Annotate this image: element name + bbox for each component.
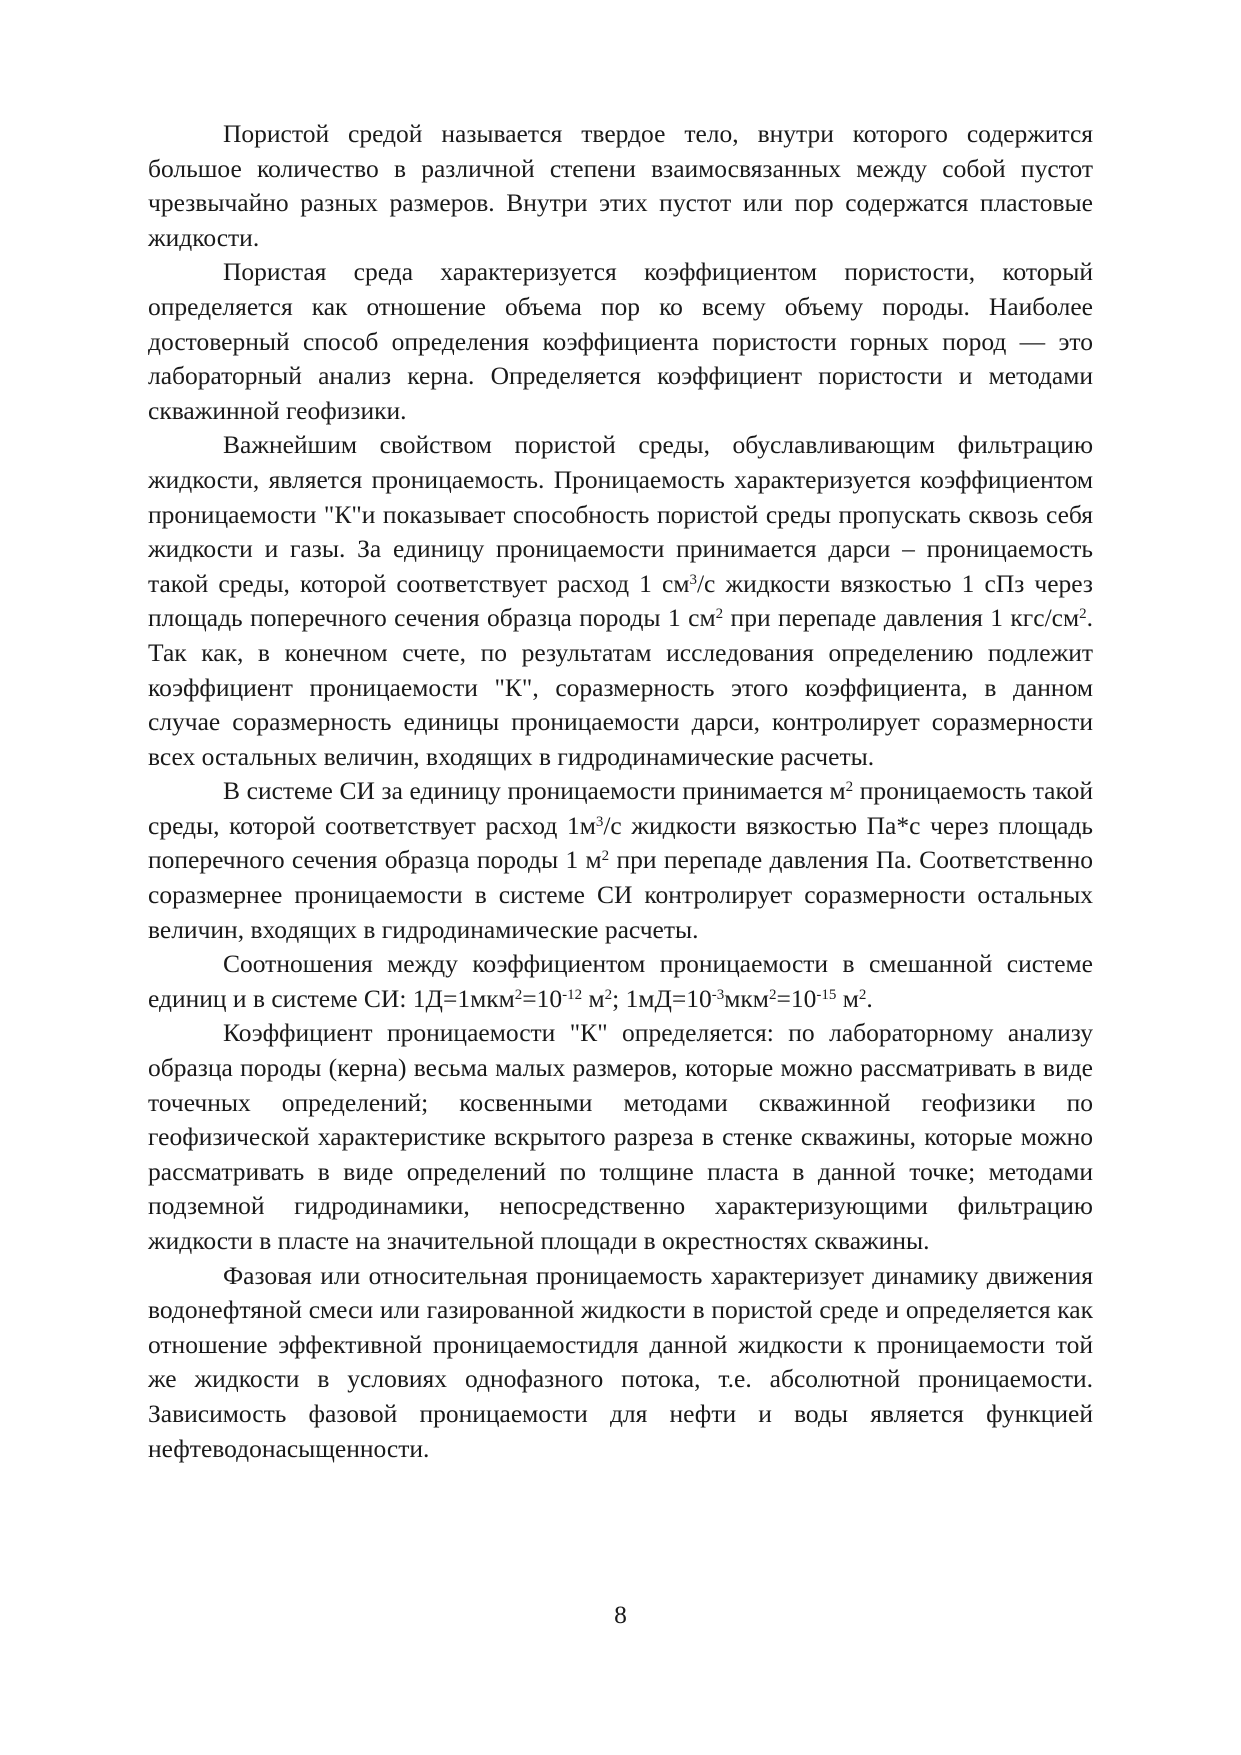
paragraph-text: Пористой средой называется твердое тело, внутри которого содержится большое количество в различной степени взаимосвязанных между собой пустот чрезвычайно разных размеров. Внутри этих пустот или пор содержатся пластовые жидкости. [148, 119, 1093, 252]
paragraph-porosity [148, 255, 1093, 428]
superscript: 2 [858, 986, 867, 1003]
superscript: 2 [768, 986, 777, 1003]
text-segment: /с жидкости вязкостью 1 сПз через площадь поперечного сечения образца породы 1 см [148, 568, 1094, 633]
text-segment: проницаемость такой среды, которой соответствует расход 1м [148, 776, 1093, 840]
superscript: 2 [845, 779, 854, 796]
text-segment: /с жидкости вязкостью Па*с через площадь поперечного сечения образца породы 1 м [148, 810, 1094, 875]
text-segment: м [582, 983, 605, 1013]
superscript: -15 [816, 986, 837, 1003]
text-segment: при перепаде давления Па. Соответственно соразмернее проницаемости в системе СИ контролирует соразмерности остальных величин, входящих в гидродинамические расчеты. [148, 845, 1093, 944]
text-segment: =10 [776, 983, 817, 1013]
paragraph-unit-relations [148, 947, 1093, 1016]
text-segment: Важнейшим свойством пористой среды, обуславливающим фильтрацию жидкости, является проницаемость. Проницаемость характеризуется коэффициентом проницаемости "К"и показывает способность пористой среды пропускать сквозь себя жидкости и газы. За единицу проницаемости принимается дарси – проницаемость такой среды, которой соответствует расход 1 см [148, 430, 1093, 598]
superscript: 2 [715, 606, 724, 623]
paragraph-relative-permeability [148, 1259, 1093, 1467]
text-segment: . Так как, в конечном счете, по результатам исследования определению подлежит коэффициент проницаемости "К", соразмерность этого коэффициента, в данном случае соразмерность единицы проницаемости дарси, контролирует соразмерности всех остальных величин, входящих в гидродинамические расчеты. [148, 603, 1093, 771]
paragraph-text: Пористая среда характеризуется коэффициентом пористости, который определяется как отношение объема пор ко всему объему породы. Наиболее достоверный способ определения коэффициента пористости горных пород — это лабораторный анализ керна. Определяется коэффициент пористости и методами скважинной геофизики. [148, 257, 1093, 425]
text-segment: =10 [522, 983, 563, 1013]
text-segment: мкм [724, 983, 769, 1013]
paragraph-permeability-determination [148, 1016, 1093, 1258]
document-page [148, 117, 1093, 1466]
paragraph-si-units [148, 774, 1093, 947]
paragraph-porous-medium [148, 117, 1093, 255]
paragraph-text: Фазовая или относительная проницаемость характеризует динамику движения водонефтяной смеси или газированной жидкости в пористой среде и определяется как отношение эффективной проницаемостидля данной жидкости к проницаемости той же жидкости в условиях однофазного потока, т.е. абсолютной проницаемости. Зависимость фазовой проницаемости для нефти и воды является функцией нефтеводонасыщенности. [148, 1260, 1093, 1463]
superscript: 2 [601, 848, 610, 865]
superscript: 2 [514, 986, 523, 1003]
text-segment: Соотношения между коэффициентом проницаемости в смешанной системе единиц и в системе СИ: 1Д=1мкм [148, 949, 1093, 1013]
text-segment: . [866, 983, 873, 1013]
superscript: 2 [604, 986, 613, 1003]
superscript: 3 [689, 571, 697, 588]
text-segment: ; 1мД=10 [612, 983, 712, 1013]
superscript: 3 [595, 813, 604, 830]
paragraph-permeability-darcy [148, 428, 1093, 774]
superscript: -3 [711, 986, 725, 1003]
text-segment: при перепаде давления 1 кгс/см [723, 603, 1080, 633]
superscript: -12 [562, 986, 583, 1003]
text-segment: В системе СИ за единицу проницаемости принимается м [223, 776, 846, 806]
paragraph-text: Коэффициент проницаемости "К" определяется: по лабораторному анализу образца породы (керна) весьма малых размеров, которые можно рассматривать в виде точечных определений; косвенными методами скважинной геофизики по геофизической характеристике вскрытого разреза в стенке скважины, которые можно рассматривать в виде определений по толщине пласта в данной точке; методами подземной гидродинамики, непосредственно характеризующими фильтрацию жидкости в пласте на значительной площади в окрестностях скважины. [148, 1018, 1093, 1255]
page-number: 8 [614, 1600, 627, 1629]
superscript: 2 [1079, 606, 1087, 623]
text-segment: м [836, 983, 859, 1013]
